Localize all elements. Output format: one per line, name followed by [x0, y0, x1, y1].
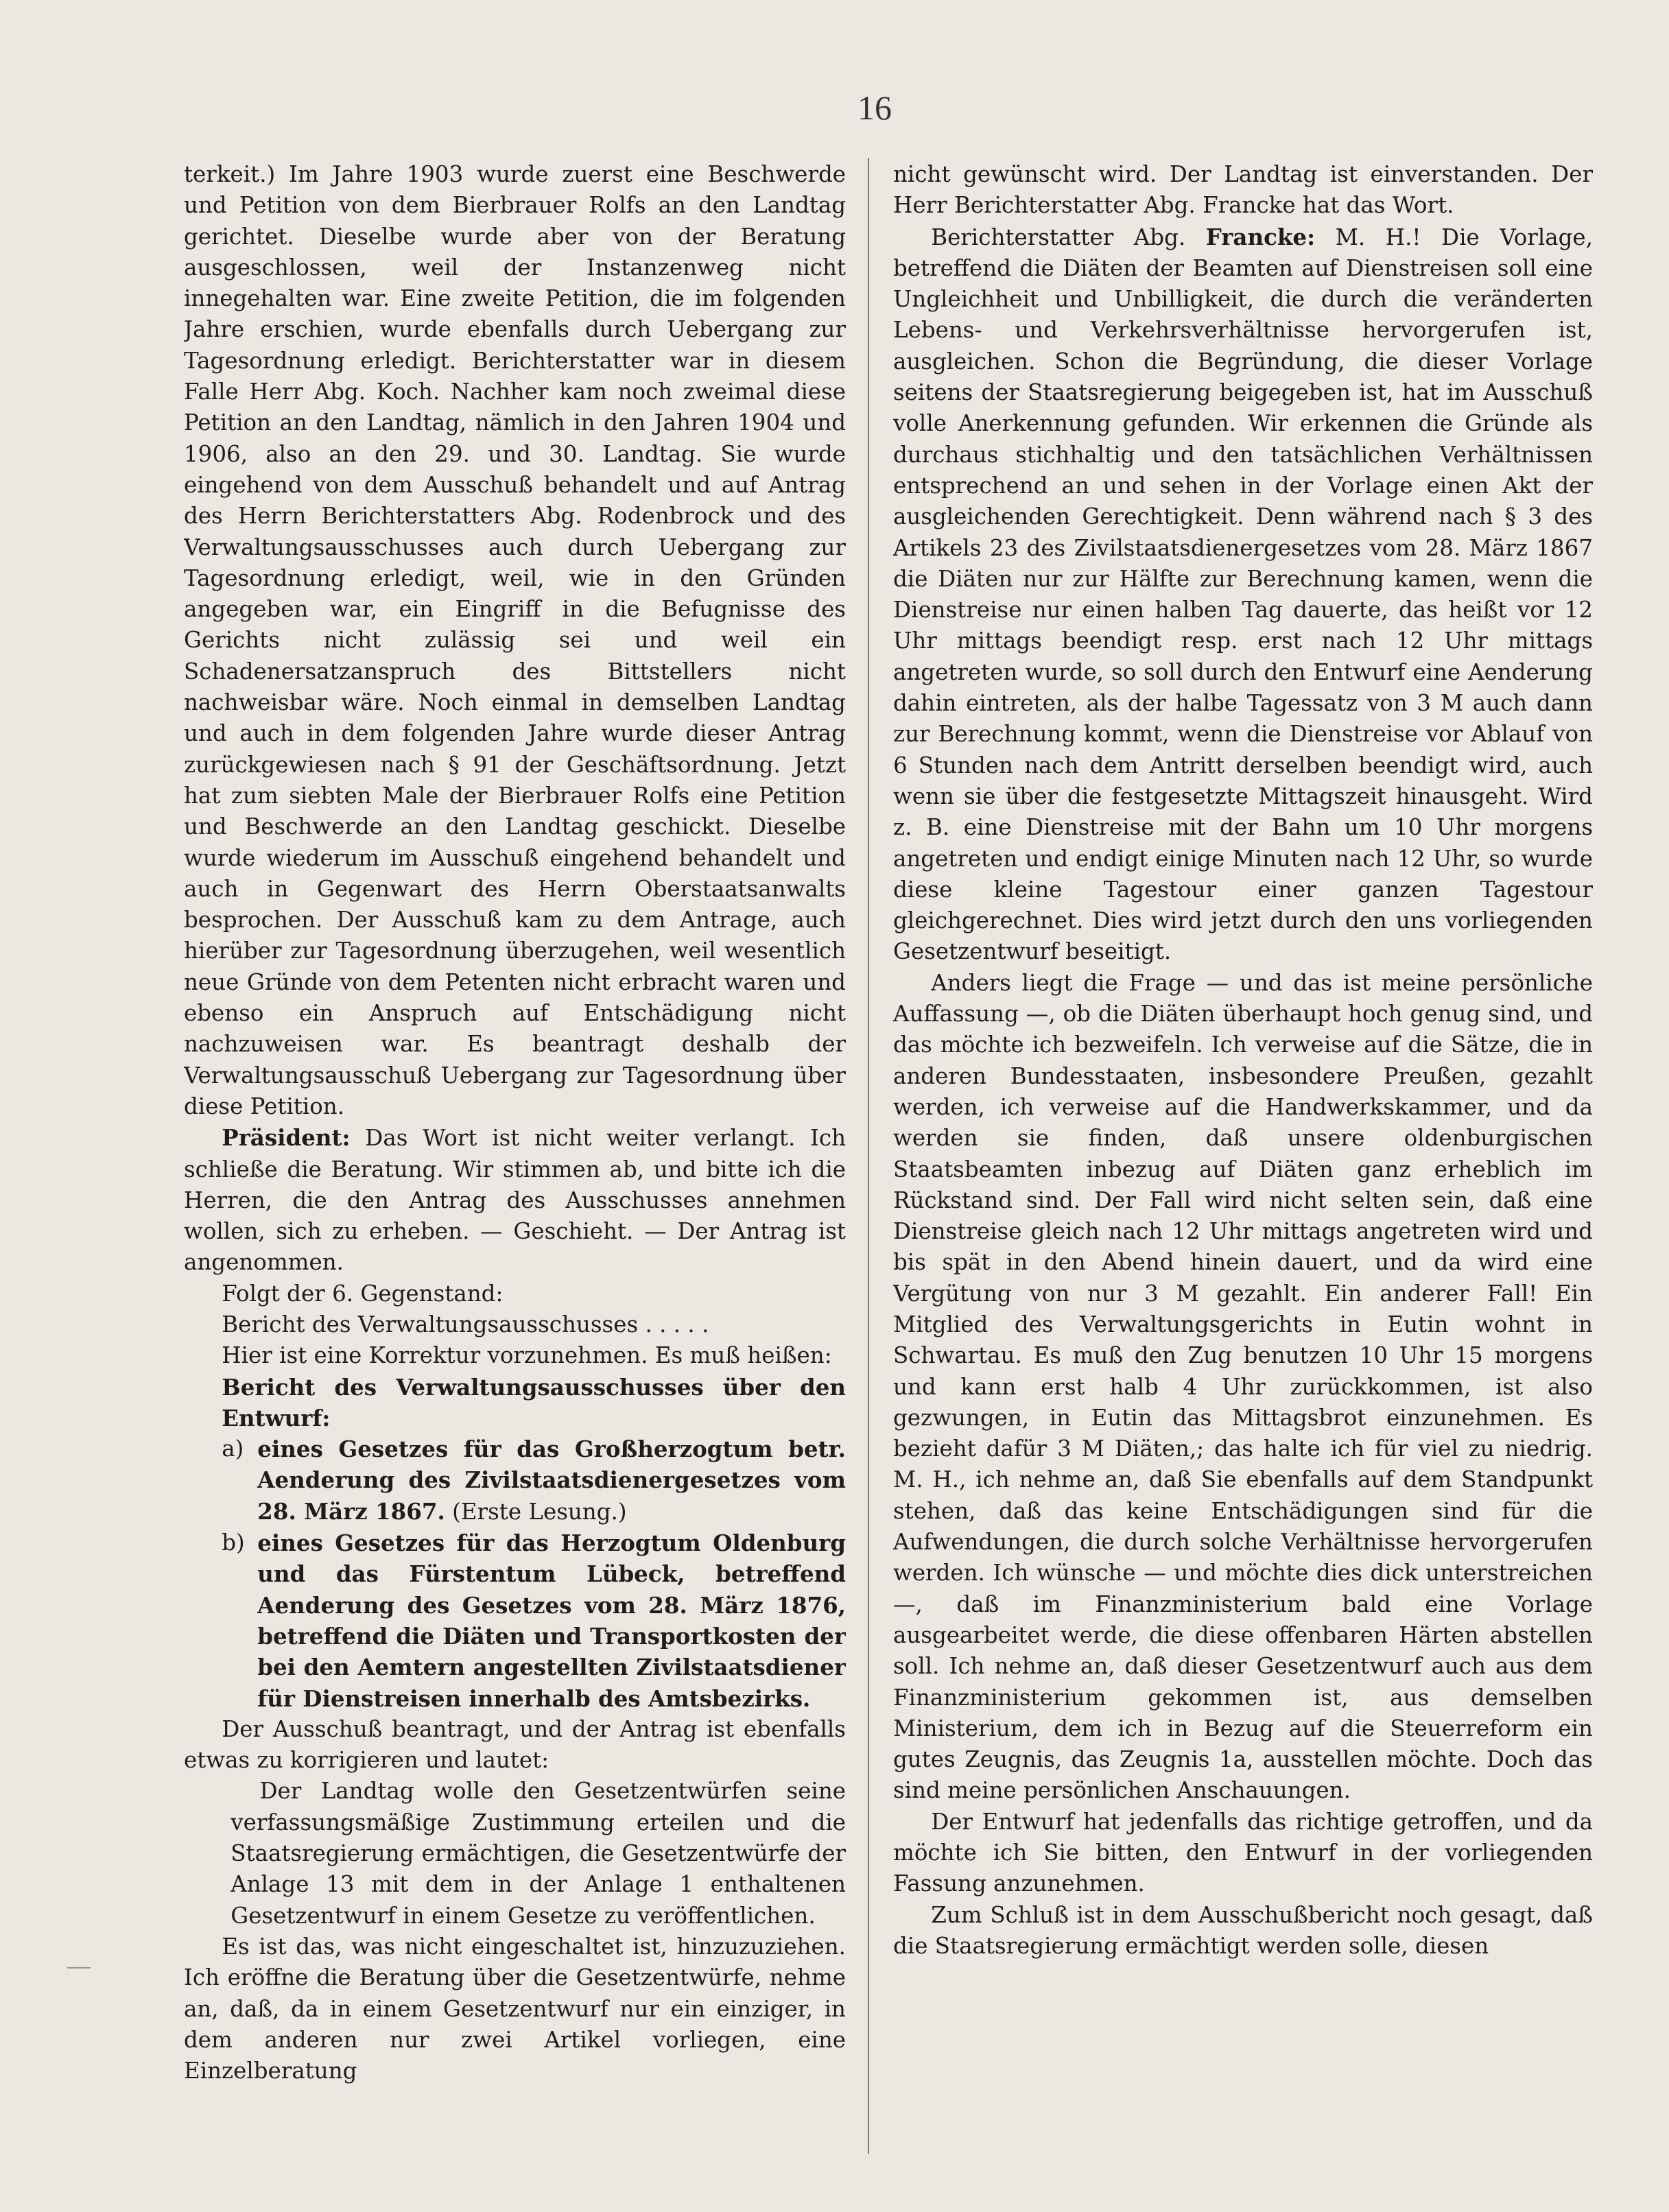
- list-item-title: eines Gesetzes für das Großherzogtum betr. Aenderung des Zivilstaatsdienergesetzes vom 28. März 1867.: [257, 1436, 846, 1525]
- paragraph: [184, 1122, 846, 1278]
- list-item-note: (Erste Lesung.): [445, 1498, 627, 1525]
- motion-text: Der Landtag wolle den Gesetzentwürfen seine verfassungsmäßige Zustimmung erteilen und die Staatsregierung ermächtigen, die Gesetzentwürfe der Anlage 13 mit dem in der Anlage 1 enthaltenen Gesetzentwurf in einem Gesetze zu veröffentlichen.: [230, 1778, 846, 1929]
- paragraph: Bericht des Verwaltungsausschusses . . . . .: [222, 1311, 709, 1337]
- paragraph: Der Entwurf hat jedenfalls das richtige getroffen, und da möchte ich Sie bitten, den Entwurf in der vorliegenden Fassung anzunehmen.: [893, 1808, 1593, 1897]
- paragraph: Zum Schluß ist in dem Ausschußbericht noch gesagt, daß die Staatsregierung ermächtigt werden solle, diesen: [893, 1901, 1593, 1959]
- list-item-label: a): [222, 1436, 244, 1462]
- right-column: [893, 159, 1593, 2176]
- speech-prefix: Berichterstatter Abg.: [931, 224, 1206, 250]
- paragraph: Folgt der 6. Gegenstand:: [222, 1280, 504, 1307]
- list-item-text: [257, 1434, 846, 1527]
- speaker-name: Francke:: [1205, 223, 1316, 250]
- list-item-label: b): [222, 1530, 245, 1556]
- paragraph: Der Ausschuß beantragt, und der Antrag ist ebenfalls etwas zu korrigieren und lautet:: [184, 1715, 846, 1774]
- list-item: [184, 1434, 846, 1527]
- paragraph: Anders liegt die Frage — und das ist meine persönliche Auffassung —, ob die Diäten überhaupt hoch genug sind, und das möchte ich bezweifeln. Ich verweise auf die Sätze, die in anderen Bundesstaaten, insbesondere Preußen, gezahlt werden, ich verweise auf die Handwerkskammer, und da werden sie finden, daß unsere oldenburgischen Staatsbeamten inbezug auf Diäten ganz erheblich im Rückstand sind. Der Fall wird nicht selten sein, daß eine Dienstreise gleich nach 12 Uhr mittags angetreten wird und bis spät in den Abend hinein dauert, und da wird eine Vergütung von nur 3 M gezahlt. Ein anderer Fall! Ein Mitglied des Verwaltungsgerichts in Eutin wohnt in Schwartau. Es muß den Zug benutzen 10 Uhr 15 morgens und kann erst halb 4 Uhr zurückkommen, ist also gezwungen, in Eutin das Mittagsbrot einzunehmen. Es bezieht dafür 3 M Diäten,; das halte ich für viel zu niedrig. M. H., ich nehme an, daß Sie ebenfalls auf dem Standpunkt stehen, daß das keine Entschädigungen sind für die Aufwendungen, die durch solche Verhältnisse hervorgerufen werden. Ich wünsche — und möchte dies dick unterstreichen —, daß im Finanzministerium bald eine Vorlage ausgearbeitet werde, die diese offenbaren Härten abstellen soll. Ich nehme an, daß dieser Gesetzentwurf auch aus dem Finanzministerium gekommen ist, aus demselben Ministerium, dem ich in Bezug auf die Steuerreform ein gutes Zeugnis, das Zeugnis 1a, ausstellen möchte. Doch das sind meine persönlichen Anschauungen.: [893, 969, 1593, 1804]
- paragraph: Hier ist eine Korrektur vorzunehmen. Es muß heißen:: [222, 1342, 832, 1369]
- paragraph: nicht gewünscht wird. Der Landtag ist einverstanden. Der Herr Berichterstatter Abg. Francke hat das Wort.: [893, 161, 1593, 219]
- speech-text: M. H.! Die Vorlage, betreffend die Diäten der Beamten auf Dienstreisen soll eine Ungleichheit und Unbilligkeit, die durch die veränderten Lebens- und Verkehrsverhältnisse hervorgerufen ist, ausgleichen. Schon die Begründung, die dieser Vorlage seitens der Staatsregierung beigegeben ist, hat im Ausschuß volle Anerkennung gefunden. Wir erkennen die Gründe als durchaus stichhaltig und den tatsächlichen Verhältnissen entsprechend an und sehen in der Vorlage einen Akt der ausgleichenden Gerechtigkeit. Denn während nach § 3 des Artikels 23 des Zivilstaatsdienergesetzes vom 28. März 1867 die Diäten nur zur Hälfte zur Berechnung kamen, wenn die Dienstreise nur einen halben Tag dauerte, das heißt vor 12 Uhr mittags beendigt resp. erst nach 12 Uhr mittags angetreten wurde, so soll durch den Entwurf eine Aenderung dahin eintreten, als der halbe Tagessatz von 3 M auch dann zur Berechnung kommt, wenn die Dienstreise vor Ablauf von 6 Stunden nach dem Antritt derselben beendigt wird, auch wenn sie über die festgesetzte Mittagszeit hinausgeht. Wird z. B. eine Dienstreise mit der Bahn um 10 Uhr morgens angetreten und endigt einige Minuten nach 12 Uhr, so wurde diese kleine Tagestour einer ganzen Tagestour gleichgerechnet. Dies wird jetzt durch den uns vorliegenden Gesetzentwurf beseitigt.: [893, 224, 1593, 965]
- margin-mark: [67, 1967, 91, 1969]
- paragraph: [893, 222, 1593, 968]
- list-item-text: eines Gesetzes für das Herzogtum Oldenburg und das Fürstentum Lübeck, betreffend Aenderung des Gesetzes vom 28. März 1876, betreffend die Diäten und Transportkosten der bei den Aemtern angestellten Zivilstaatsdiener für Dienstreisen innerhalb des Amtsbezirks.: [257, 1530, 846, 1712]
- paragraph: terkeit.) Im Jahre 1903 wurde zuerst eine Beschwerde und Petition von dem Bierbrauer Rolfs an den Landtag gerichtet. Dieselbe wurde aber von der Beratung ausgeschlossen, weil der Instanzenweg nicht innegehalten war. Eine zweite Petition, die im folgenden Jahre erschien, wurde ebenfalls durch Uebergang zur Tagesordnung erledigt. Berichterstatter war in diesem Falle Herr Abg. Koch. Nachher kam noch zweimal diese Petition an den Landtag, nämlich in den Jahren 1904 und 1906, also an den 29. und 30. Landtag. Sie wurde eingehend von dem Ausschuß behandelt und auf Antrag des Herrn Berichterstatters Abg. Rodenbrock und des Verwaltungsausschusses auch durch Uebergang zur Tagesordnung erledigt, weil, wie in den Gründen angegeben war, ein Eingriff in die Befugnisse des Gerichts nicht zulässig sei und weil ein Schadenersatzanspruch des Bittstellers nicht nachweisbar wäre. Noch einmal in demselben Landtag und auch in dem folgenden Jahre wurde dieser Antrag zurückgewiesen nach § 91 der Geschäftsordnung. Jetzt hat zum siebten Male der Bierbrauer Rolfs eine Petition und Beschwerde an den Landtag geschickt. Dieselbe wurde wiederum im Ausschuß eingehend behandelt und auch in Gegenwart des Herrn Oberstaatsanwalts besprochen. Der Ausschuß kam zu dem Antrage, auch hierüber zur Tagesordnung überzugehen, weil wesentlich neue Gründe von dem Petenten nicht erbracht waren und ebenso ein Anspruch auf Entschädigung nicht nachzuweisen war. Es beantragt deshalb der Verwaltungsausschuß Uebergang zur Tagesordnung über diese Petition.: [184, 161, 846, 1119]
- column-divider: [868, 158, 869, 2154]
- list-item: [184, 1527, 846, 1714]
- report-heading: Bericht des Verwaltungsausschusses über den Entwurf:: [222, 1373, 846, 1431]
- speaker-name: Präsident:: [222, 1124, 351, 1152]
- left-column: [184, 159, 846, 2176]
- paragraph: Es ist das, was nicht eingeschaltet ist, hinzuzuziehen. Ich eröffne die Beratung über die Gesetzentwürfe, nehme an, daß, da in einem Gesetzentwurf nur ein einziger, in dem anderen nur zwei Artikel vorliegen, eine Einzelberatung: [184, 1933, 846, 2084]
- page-number: 16: [857, 88, 892, 127]
- speech-text: Das Wort ist nicht weiter verlangt. Ich schließe die Beratung. Wir stimmen ab, und bitte ich die Herren, die den Antrag des Ausschusses annehmen wollen, sich zu erheben. — Geschieht. — Der Antrag ist angenommen.: [184, 1125, 846, 1276]
